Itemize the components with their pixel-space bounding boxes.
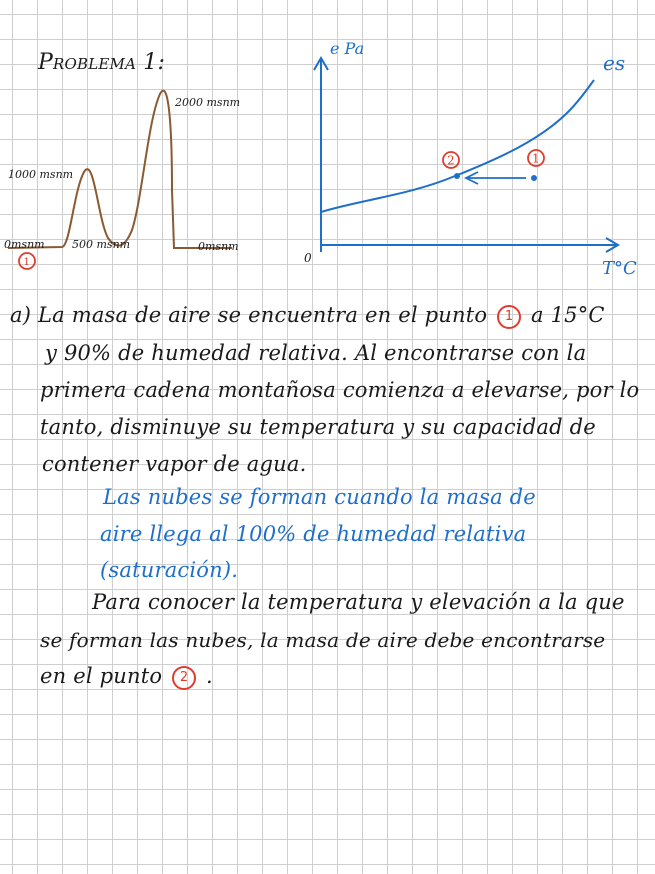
vapor-pressure-graph xyxy=(300,30,645,280)
point-1-ref-badge: 1 xyxy=(497,305,521,329)
point-2-ref-badge: 2 xyxy=(172,666,196,690)
mountain-left-base-label: 0msnm xyxy=(4,238,45,251)
origin-label: 0 xyxy=(304,251,312,265)
y-axis-label: e Pa xyxy=(330,39,365,58)
body-line-5: contener vapor de agua. xyxy=(42,452,307,476)
curve-label: es xyxy=(603,51,626,75)
mountain-profile-sketch xyxy=(0,80,300,280)
page-title: Problema 1: xyxy=(38,50,166,75)
x-axis xyxy=(321,238,618,252)
body-line-1 xyxy=(10,303,605,329)
body-line-1-text: a) La masa de aire se encuentra en el punto xyxy=(10,303,488,327)
point-1-dot xyxy=(531,175,537,181)
point-1-label: 1 xyxy=(532,151,540,166)
mountain-right-base-label: 0msnm xyxy=(198,240,239,253)
point-2-label: 2 xyxy=(447,153,455,168)
mountain-peak2-label: 2000 msnm xyxy=(175,96,241,109)
mountain-valley-label: 500 msnm xyxy=(72,238,131,251)
body-line-7: se forman las nubes, la masa de aire debe encontrarse xyxy=(40,628,606,652)
body-line-8 xyxy=(40,664,213,690)
note-line-3: (saturación). xyxy=(100,558,239,582)
body-line-8-text: en el punto xyxy=(40,664,163,688)
note-line-1: Las nubes se forman cuando la masa de xyxy=(103,485,536,509)
saturation-curve xyxy=(321,80,594,212)
body-line-3: primera cadena montañosa comienza a elevarse, por lo xyxy=(40,378,640,402)
body-line-6: Para conocer la temperatura y elevación a la que xyxy=(92,590,625,614)
body-line-1-end: a 15°C xyxy=(531,303,605,327)
mountain-point1-label: 1 xyxy=(23,257,30,268)
point-2-dot xyxy=(454,173,460,179)
body-line-4: tanto, disminuye su temperatura y su capacidad de xyxy=(40,415,596,439)
body-line-8-end: . xyxy=(206,664,213,688)
note-line-2: aire llega al 100% de humedad relativa xyxy=(100,522,527,546)
mountain-peak1-label: 1000 msnm xyxy=(8,168,74,181)
cooling-arrow xyxy=(466,172,526,184)
x-axis-label: T°C xyxy=(602,258,637,279)
y-axis xyxy=(314,58,328,252)
body-line-2: y 90% de humedad relativa. Al encontrarse con la xyxy=(45,341,587,365)
